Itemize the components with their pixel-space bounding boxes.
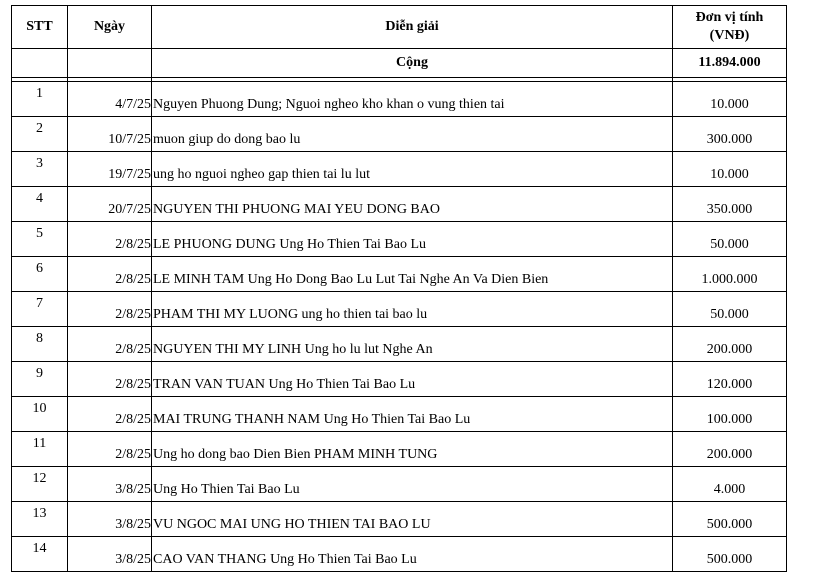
row-date-cell: 2/8/25 bbox=[68, 397, 152, 432]
donation-table bbox=[11, 5, 787, 572]
table-row bbox=[12, 152, 787, 187]
total-label: Cộng bbox=[152, 49, 673, 78]
row-number-cell: 13 bbox=[12, 502, 68, 537]
row-date-cell: 3/8/25 bbox=[68, 537, 152, 572]
row-number-cell: 12 bbox=[12, 467, 68, 502]
table-header bbox=[12, 6, 787, 49]
row-number-cell: 4 bbox=[12, 187, 68, 222]
column-header-stt: STT bbox=[12, 6, 68, 49]
total-date-cell bbox=[68, 49, 152, 78]
row-amount-cell: 10.000 bbox=[673, 152, 787, 187]
row-amount-cell: 500.000 bbox=[673, 502, 787, 537]
table-row bbox=[12, 537, 787, 572]
row-date-cell: 19/7/25 bbox=[68, 152, 152, 187]
table-row bbox=[12, 257, 787, 292]
row-amount-cell: 120.000 bbox=[673, 362, 787, 397]
row-amount-cell: 200.000 bbox=[673, 327, 787, 362]
row-description-cell: NGUYEN THI MY LINH Ung ho lu lut Nghe An bbox=[152, 327, 673, 362]
row-date-cell: 2/8/25 bbox=[68, 222, 152, 257]
row-number-cell: 5 bbox=[12, 222, 68, 257]
row-amount-cell: 1.000.000 bbox=[673, 257, 787, 292]
row-number-cell: 8 bbox=[12, 327, 68, 362]
row-number-cell: 1 bbox=[12, 82, 68, 117]
row-description-cell: NGUYEN THI PHUONG MAI YEU DONG BAO bbox=[152, 187, 673, 222]
row-date-cell: 4/7/25 bbox=[68, 82, 152, 117]
table-row bbox=[12, 432, 787, 467]
column-header-description: Diễn giải bbox=[152, 6, 673, 49]
row-description-cell: CAO VAN THANG Ung Ho Thien Tai Bao Lu bbox=[152, 537, 673, 572]
table-row bbox=[12, 467, 787, 502]
row-number-cell: 3 bbox=[12, 152, 68, 187]
row-description-cell: PHAM THI MY LUONG ung ho thien tai bao lu bbox=[152, 292, 673, 327]
row-description-cell: Ung Ho Thien Tai Bao Lu bbox=[152, 467, 673, 502]
row-description-cell: Ung ho dong bao Dien Bien PHAM MINH TUNG bbox=[152, 432, 673, 467]
row-date-cell: 2/8/25 bbox=[68, 362, 152, 397]
total-amount: 11.894.000 bbox=[673, 49, 787, 78]
column-header-date: Ngày bbox=[68, 6, 152, 49]
table-row bbox=[12, 82, 787, 117]
row-number-cell: 6 bbox=[12, 257, 68, 292]
table-row bbox=[12, 117, 787, 152]
table-row bbox=[12, 327, 787, 362]
table-body bbox=[12, 49, 787, 572]
row-amount-cell: 100.000 bbox=[673, 397, 787, 432]
row-number-cell: 7 bbox=[12, 292, 68, 327]
row-amount-cell: 4.000 bbox=[673, 467, 787, 502]
row-date-cell: 10/7/25 bbox=[68, 117, 152, 152]
row-number-cell: 14 bbox=[12, 537, 68, 572]
table-row bbox=[12, 292, 787, 327]
row-number-cell: 2 bbox=[12, 117, 68, 152]
row-amount-cell: 300.000 bbox=[673, 117, 787, 152]
row-number-cell: 10 bbox=[12, 397, 68, 432]
row-description-cell: muon giup do dong bao lu bbox=[152, 117, 673, 152]
table-row bbox=[12, 362, 787, 397]
row-description-cell: VU NGOC MAI UNG HO THIEN TAI BAO LU bbox=[152, 502, 673, 537]
row-description-cell: ung ho nguoi ngheo gap thien tai lu lut bbox=[152, 152, 673, 187]
row-description-cell: LE PHUONG DUNG Ung Ho Thien Tai Bao Lu bbox=[152, 222, 673, 257]
row-date-cell: 3/8/25 bbox=[68, 502, 152, 537]
table-row bbox=[12, 187, 787, 222]
row-date-cell: 2/8/25 bbox=[68, 432, 152, 467]
row-description-cell: Nguyen Phuong Dung; Nguoi ngheo kho khan o vung thien tai bbox=[152, 82, 673, 117]
row-amount-cell: 200.000 bbox=[673, 432, 787, 467]
row-description-cell: MAI TRUNG THANH NAM Ung Ho Thien Tai Bao Lu bbox=[152, 397, 673, 432]
row-amount-cell: 350.000 bbox=[673, 187, 787, 222]
row-amount-cell: 10.000 bbox=[673, 82, 787, 117]
row-date-cell: 2/8/25 bbox=[68, 292, 152, 327]
column-header-amount bbox=[673, 6, 787, 49]
table-row bbox=[12, 222, 787, 257]
row-date-cell: 3/8/25 bbox=[68, 467, 152, 502]
total-row bbox=[12, 49, 787, 78]
column-header-amount-unit: Đơn vị tính bbox=[695, 10, 764, 25]
row-date-cell: 20/7/25 bbox=[68, 187, 152, 222]
header-row bbox=[12, 6, 787, 49]
row-amount-cell: 500.000 bbox=[673, 537, 787, 572]
total-stt-cell bbox=[12, 49, 68, 78]
row-amount-cell: 50.000 bbox=[673, 292, 787, 327]
row-date-cell: 2/8/25 bbox=[68, 327, 152, 362]
table-row bbox=[12, 397, 787, 432]
donation-statement-sheet bbox=[11, 5, 787, 572]
row-number-cell: 11 bbox=[12, 432, 68, 467]
row-date-cell: 2/8/25 bbox=[68, 257, 152, 292]
row-amount-cell: 50.000 bbox=[673, 222, 787, 257]
column-header-amount-currency: (VNĐ) bbox=[709, 28, 750, 43]
row-description-cell: TRAN VAN TUAN Ung Ho Thien Tai Bao Lu bbox=[152, 362, 673, 397]
row-number-cell: 9 bbox=[12, 362, 68, 397]
table-row bbox=[12, 502, 787, 537]
row-description-cell: LE MINH TAM Ung Ho Dong Bao Lu Lut Tai Nghe An Va Dien Bien bbox=[152, 257, 673, 292]
